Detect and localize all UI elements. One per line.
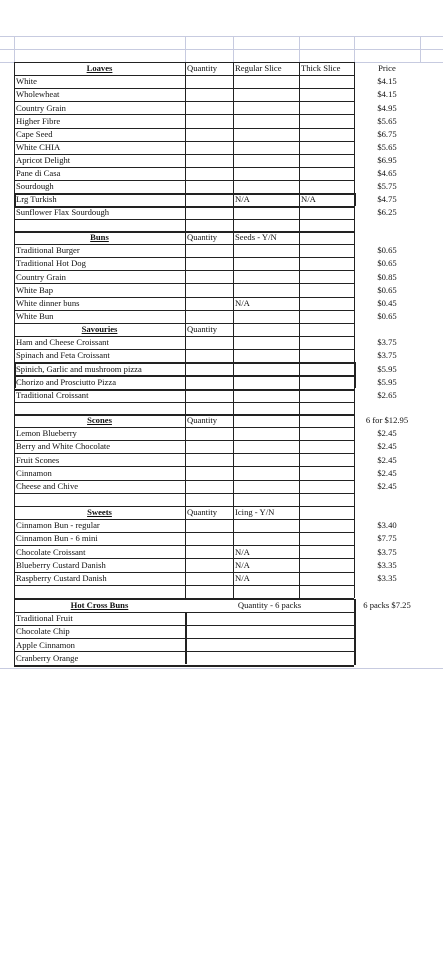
item-price: $7.75: [377, 533, 397, 544]
sheet-gridline: [0, 49, 443, 50]
quantity-field[interactable]: [185, 283, 233, 296]
row-line: [14, 625, 354, 626]
row-line: [14, 402, 354, 403]
sweets-section-title: Sweets: [87, 507, 112, 518]
row-line: [14, 114, 354, 115]
row-line: [14, 244, 354, 245]
buns-col2-header: Seeds - Y/N: [235, 232, 277, 243]
row-line: [14, 180, 354, 181]
option-field[interactable]: [233, 206, 299, 219]
item-name: White CHIA: [16, 141, 61, 152]
item-name: White Bap: [16, 284, 53, 295]
item-name: Cranberry Orange: [16, 652, 79, 663]
item-name: White dinner buns: [16, 297, 80, 308]
grid-line: [354, 362, 356, 375]
item-price: $0.65: [377, 258, 397, 269]
sheet-gridline: [354, 36, 355, 62]
option-field[interactable]: [299, 257, 354, 270]
item-name: Chocolate Croissant: [16, 546, 86, 557]
item-price: $2.45: [377, 467, 397, 478]
grid-line: [233, 323, 234, 402]
option-field[interactable]: [299, 453, 354, 466]
grid-line: [185, 402, 186, 415]
sweets-quantity-header: Quantity: [187, 507, 218, 518]
item-name: Berry and White Chocolate: [16, 441, 111, 452]
row-line: [14, 389, 354, 390]
grid-line: [14, 193, 16, 206]
option-field[interactable]: [299, 545, 354, 558]
quantity-field[interactable]: [185, 453, 233, 466]
quantity-field[interactable]: [185, 519, 233, 532]
buns-quantity-header: Quantity: [187, 232, 218, 243]
row-line: [14, 375, 354, 377]
section-bottom: [14, 665, 354, 667]
item-name: Cheese and Chive: [16, 480, 79, 491]
option-field[interactable]: [233, 532, 299, 545]
item-name: Traditional Fruit: [16, 613, 73, 624]
row-line: [14, 453, 354, 454]
option-field[interactable]: [299, 88, 354, 101]
item-name: White Bun: [16, 310, 54, 321]
option-field[interactable]: [299, 389, 354, 402]
row-line: [14, 440, 354, 441]
item-price: $3.35: [377, 559, 397, 570]
item-price: $5.95: [377, 363, 397, 374]
grid-line: [354, 493, 355, 506]
option-field[interactable]: [299, 310, 354, 323]
loaves-col3-header: Thick Slice: [301, 63, 341, 74]
item-price: $0.45: [377, 297, 397, 308]
quantity-field[interactable]: [185, 389, 233, 402]
grid-line: [14, 402, 15, 415]
option-field[interactable]: [299, 297, 354, 310]
option-field[interactable]: [233, 270, 299, 283]
grid-line: [299, 585, 300, 598]
item-price: $5.95: [377, 376, 397, 387]
quantity-field[interactable]: [185, 101, 233, 114]
buns-header-top: [14, 231, 354, 232]
option-field[interactable]: [299, 128, 354, 141]
hot-cross-buns-section-title: Hot Cross Buns: [70, 600, 129, 611]
sheet-gridline: [299, 36, 300, 62]
item-price: $2.45: [377, 454, 397, 465]
hot-cross-buns-quantity-header: Quantity - 6 packs: [237, 600, 302, 611]
item-name: Higher Fibre: [16, 115, 61, 126]
grid-line: [185, 506, 186, 585]
item-price: $4.65: [377, 168, 397, 179]
row-line: [14, 466, 354, 467]
item-name: Lrg Turkish: [16, 194, 57, 205]
option-field[interactable]: [299, 180, 354, 193]
quantity-field[interactable]: [185, 75, 233, 88]
savouries-quantity-header: Quantity: [187, 324, 218, 335]
scones-price-header: 6 for $12.95: [365, 415, 409, 426]
option-field[interactable]: [233, 75, 299, 88]
option-field[interactable]: [233, 257, 299, 270]
option-field[interactable]: N/A: [235, 297, 250, 308]
option-field[interactable]: [299, 519, 354, 532]
sweets-col2-header: Icing - Y/N: [235, 507, 275, 518]
hot-cross-buns-header-top: [14, 599, 354, 600]
option-field[interactable]: [233, 128, 299, 141]
option-field[interactable]: [233, 440, 299, 453]
grid-line: [233, 62, 234, 219]
option-field[interactable]: [233, 283, 299, 296]
grid-line: [185, 323, 186, 402]
option-field[interactable]: N/A: [301, 194, 316, 205]
row-line: [14, 585, 354, 586]
item-price: $3.40: [377, 520, 397, 531]
item-name: Cape Seed: [16, 128, 53, 139]
grid-line: [233, 231, 234, 323]
option-field[interactable]: [233, 88, 299, 101]
item-price: $2.45: [377, 480, 397, 491]
row-line: [14, 427, 354, 428]
quantity-field[interactable]: [185, 244, 233, 257]
item-name: Chocolate Chip: [16, 626, 70, 637]
quantity-field[interactable]: [185, 612, 354, 625]
item-name: Sunflower Flax Sourdough: [16, 207, 110, 218]
item-price: $0.65: [377, 245, 397, 256]
grid-line: [14, 362, 16, 375]
quantity-field[interactable]: [185, 270, 233, 283]
option-field[interactable]: [233, 114, 299, 127]
sheet-gridline: [0, 36, 443, 37]
buns-section-title: Buns: [90, 232, 109, 243]
quantity-field[interactable]: [185, 427, 233, 440]
item-name: Traditional Burger: [16, 245, 80, 256]
quantity-field[interactable]: [185, 545, 233, 558]
option-field[interactable]: [299, 206, 354, 219]
option-field[interactable]: [233, 427, 299, 440]
option-field[interactable]: [299, 427, 354, 440]
item-price: $6.25: [377, 207, 397, 218]
row-line: [14, 638, 354, 639]
sheet-gridline: [233, 36, 234, 62]
option-field[interactable]: [299, 466, 354, 479]
grid-line: [233, 402, 234, 415]
quantity-field[interactable]: [185, 206, 233, 219]
quantity-field[interactable]: [185, 114, 233, 127]
quantity-field[interactable]: [185, 128, 233, 141]
grid-line: [354, 193, 356, 206]
grid-line: [14, 231, 15, 323]
row-line: [14, 270, 354, 271]
row-line: [14, 310, 354, 311]
quantity-field[interactable]: [185, 167, 233, 180]
item-price: $4.15: [377, 76, 397, 87]
grid-line: [233, 506, 234, 585]
row-line: [14, 336, 354, 337]
option-field[interactable]: N/A: [235, 546, 250, 557]
row-line: [14, 257, 354, 258]
grid-line: [233, 414, 234, 493]
option-field[interactable]: [233, 180, 299, 193]
row-line: [14, 572, 354, 573]
loaves-price-header: Price: [378, 63, 396, 74]
option-field[interactable]: [299, 349, 354, 362]
loaves-header-top: [14, 62, 354, 63]
grid-line: [299, 493, 300, 506]
quantity-field[interactable]: [185, 480, 233, 493]
item-price: $0.65: [377, 310, 397, 321]
option-field[interactable]: [233, 310, 299, 323]
grid-line: [185, 62, 186, 219]
option-field[interactable]: [299, 114, 354, 127]
item-price: $0.85: [377, 271, 397, 282]
row-line: [14, 651, 354, 652]
hot-cross-buns-price-header: 6 packs $7.25: [363, 600, 411, 611]
row-line: [14, 128, 354, 129]
item-name: White: [16, 76, 37, 87]
row-line: [14, 283, 354, 284]
option-field[interactable]: [233, 141, 299, 154]
item-name: Country Grain: [16, 271, 66, 282]
item-name: Cinnamon Bun - 6 mini: [16, 533, 98, 544]
loaves-section-title: Loaves: [86, 63, 113, 74]
grid-line: [14, 585, 15, 598]
quantity-field[interactable]: [185, 532, 233, 545]
option-field[interactable]: N/A: [235, 194, 250, 205]
savouries-section-title: Savouries: [81, 324, 118, 335]
item-name: Raspberry Custard Danish: [16, 572, 107, 583]
item-name: Sourdough: [16, 181, 54, 192]
quantity-field[interactable]: [185, 310, 233, 323]
scones-header-top: [14, 414, 354, 415]
option-field[interactable]: [299, 154, 354, 167]
option-field[interactable]: [233, 466, 299, 479]
item-price: $0.65: [377, 284, 397, 295]
option-field[interactable]: N/A: [235, 572, 250, 583]
option-field[interactable]: [299, 75, 354, 88]
quantity-field[interactable]: [185, 336, 233, 349]
row-line: [14, 558, 354, 559]
quantity-field[interactable]: [185, 257, 233, 270]
grid-line: [185, 585, 186, 598]
item-name: Country Grain: [16, 102, 66, 113]
grid-line: [14, 506, 15, 585]
quantity-field[interactable]: [185, 638, 354, 651]
row-line: [14, 101, 354, 102]
option-field[interactable]: [233, 389, 299, 402]
row-line: [14, 154, 354, 155]
quantity-field[interactable]: [185, 88, 233, 101]
grid-line: [354, 231, 355, 323]
savouries-header-top: [14, 323, 354, 324]
row-line: [14, 480, 354, 481]
grid-line: [233, 493, 234, 506]
sheet-gridline: [420, 36, 421, 62]
quantity-field[interactable]: [185, 572, 233, 585]
row-line: [14, 532, 354, 533]
grid-line: [233, 585, 234, 598]
grid-line: [354, 375, 356, 388]
item-price: $2.45: [377, 428, 397, 439]
grid-line: [354, 506, 355, 585]
item-price: $5.65: [377, 115, 397, 126]
grid-line: [14, 375, 16, 388]
quantity-field[interactable]: [185, 180, 233, 193]
item-price: $5.75: [377, 181, 397, 192]
item-name: Chorizo and Prosciutto Pizza: [16, 376, 117, 387]
item-price: $3.75: [377, 546, 397, 557]
row-line: [14, 519, 354, 520]
grid-line: [354, 402, 355, 415]
grid-line: [299, 323, 300, 402]
option-field[interactable]: [299, 283, 354, 296]
option-field[interactable]: [299, 270, 354, 283]
item-price: $3.35: [377, 572, 397, 583]
item-name: Spinach and Feta Croissant: [16, 350, 110, 361]
row-line: [14, 493, 354, 494]
loaves-col2-header: Regular Slice: [235, 63, 282, 74]
item-name: Traditional Croissant: [16, 389, 89, 400]
row-line: [14, 167, 354, 168]
grid-line: [14, 414, 15, 493]
row-line: [14, 362, 354, 364]
option-field[interactable]: [299, 440, 354, 453]
option-field[interactable]: [233, 167, 299, 180]
grid-line: [185, 414, 186, 493]
grid-line: [185, 612, 187, 664]
option-field[interactable]: [299, 167, 354, 180]
option-field[interactable]: [299, 572, 354, 585]
quantity-field[interactable]: [185, 141, 233, 154]
item-price: $4.15: [377, 89, 397, 100]
quantity-field[interactable]: [185, 297, 233, 310]
sheet-gridline: [0, 668, 443, 669]
sweets-header-top: [14, 506, 354, 507]
item-name: Wholewheat: [16, 89, 60, 100]
quantity-field[interactable]: [185, 625, 354, 638]
item-price: $2.45: [377, 441, 397, 452]
quantity-field[interactable]: [185, 154, 233, 167]
row-line: [14, 75, 354, 76]
item-price: $3.75: [377, 350, 397, 361]
sheet-gridline: [14, 36, 15, 62]
option-field[interactable]: [299, 480, 354, 493]
option-field[interactable]: [233, 101, 299, 114]
option-field[interactable]: [233, 336, 299, 349]
item-name: Cinnamon: [16, 467, 52, 478]
row-line: [14, 88, 354, 89]
item-name: Ham and Cheese Croissant: [16, 337, 109, 348]
item-price: $4.75: [377, 194, 397, 205]
quantity-field[interactable]: [185, 466, 233, 479]
item-price: $2.65: [377, 389, 397, 400]
quantity-field[interactable]: [185, 349, 233, 362]
item-name: Fruit Scones: [16, 454, 60, 465]
row-line: [14, 297, 354, 298]
option-field[interactable]: [233, 154, 299, 167]
grid-line: [354, 585, 355, 598]
scones-section-title: Scones: [87, 415, 112, 426]
quantity-field[interactable]: [185, 651, 354, 664]
row-line: [14, 545, 354, 546]
row-line: [14, 219, 354, 220]
option-field[interactable]: [233, 244, 299, 257]
option-field[interactable]: [233, 349, 299, 362]
quantity-field[interactable]: [185, 558, 233, 571]
item-price: $6.95: [377, 154, 397, 165]
option-field[interactable]: [233, 480, 299, 493]
item-name: Cinnamon Bun - regular: [16, 520, 100, 531]
grid-line: [299, 402, 300, 415]
item-name: Spinich, Garlic and mushroom pizza: [16, 363, 142, 374]
option-field[interactable]: [233, 453, 299, 466]
grid-line: [185, 493, 186, 506]
grid-line: [299, 414, 300, 493]
grid-line: [185, 231, 186, 323]
item-price: $5.65: [377, 141, 397, 152]
option-field[interactable]: [299, 141, 354, 154]
item-name: Apricot Delight: [16, 154, 71, 165]
item-name: Apple Cinnamon: [16, 639, 75, 650]
item-name: Lemon Blueberry: [16, 428, 77, 439]
option-field[interactable]: [299, 558, 354, 571]
quantity-field[interactable]: [185, 440, 233, 453]
grid-line: [354, 414, 355, 493]
item-name: Blueberry Custard Danish: [16, 559, 106, 570]
grid-line: [299, 62, 300, 219]
option-field[interactable]: N/A: [235, 559, 250, 570]
option-field[interactable]: [299, 336, 354, 349]
row-line: [14, 349, 354, 350]
row-line: [14, 206, 354, 207]
grid-line: [354, 599, 356, 665]
item-name: Traditional Hot Dog: [16, 258, 86, 269]
grid-line: [299, 231, 300, 323]
item-price: $6.75: [377, 128, 397, 139]
item-price: $3.75: [377, 337, 397, 348]
row-line: [14, 193, 354, 195]
grid-line: [14, 493, 15, 506]
sheet-gridline: [185, 36, 186, 62]
item-price: $4.95: [377, 102, 397, 113]
option-field[interactable]: [299, 101, 354, 114]
option-field[interactable]: [233, 519, 299, 532]
grid-line: [299, 506, 300, 585]
option-field[interactable]: [299, 244, 354, 257]
row-line: [14, 141, 354, 142]
loaves-quantity-header: Quantity: [187, 63, 218, 74]
row-line: [14, 612, 354, 613]
scones-quantity-header: Quantity: [187, 415, 218, 426]
option-field[interactable]: [299, 532, 354, 545]
item-name: Pane di Casa: [16, 168, 61, 179]
